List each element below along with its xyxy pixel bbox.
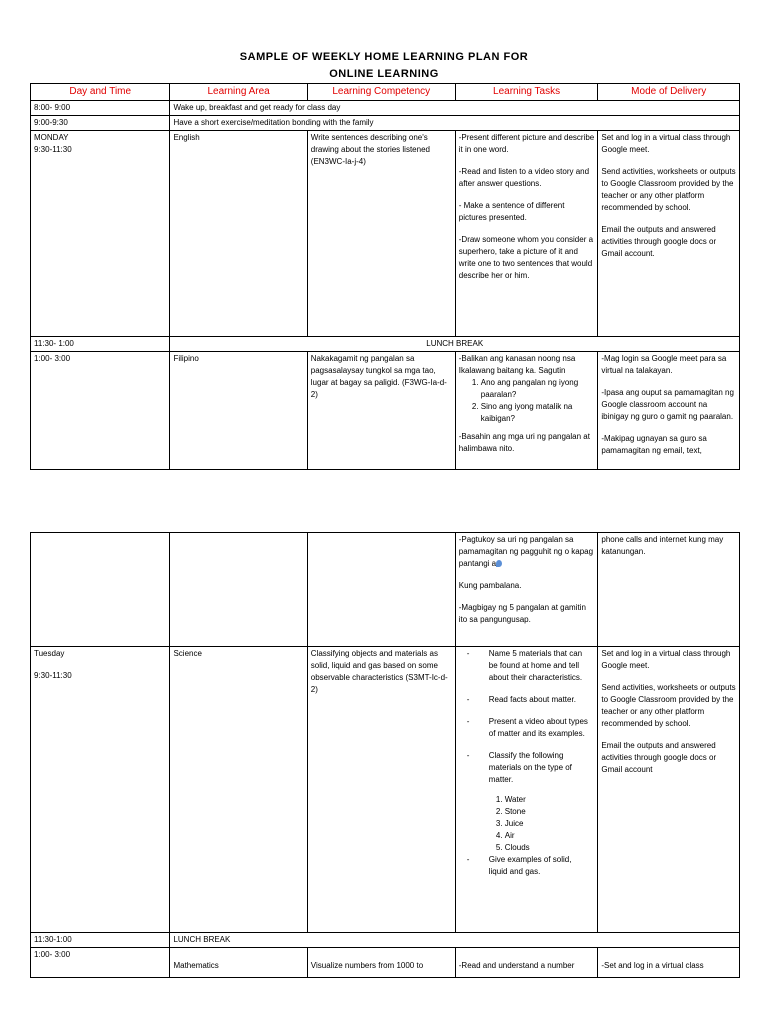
task-item: -Magbigay ng 5 pangalan at gamitin ito sa pangungusap. [458,603,586,624]
learning-tasks [455,647,598,933]
row-time: 9:00-9:30 [31,116,170,131]
delivery-item: Send activities, worksheets or outputs to Google Classroom provided by the teacher or any other platform recommended by school. [601,167,736,212]
plan-table-page-1 [30,83,740,470]
time-label: 9:30-11:30 [34,145,72,154]
learning-area: Mathematics [170,948,307,978]
learning-tasks [455,131,598,337]
mode-of-delivery [598,352,740,470]
row-time: 11:30-1:00 [31,933,170,948]
task-item: Kung pambalana. [458,581,522,590]
learning-competency: Write sentences describing one's drawing about the stories listened (EN3WC-Ia-j-4) [307,131,455,337]
table-row [31,101,740,116]
cursor-icon [496,560,502,567]
material-item: 3. Juice [505,818,589,830]
header-learning-tasks: Learning Tasks [455,84,598,101]
row-activity: Wake up, breakfast and get ready for class day [170,101,740,116]
material-item: 5. Clouds [505,842,589,854]
list-item: - Name 5 materials that can be found at home and tell about their characteristics. [489,648,595,684]
continuation-row [31,533,740,647]
learning-competency: Nakakagamit ng pangalan sa pagsasalaysay tungkol sa mga tao, lugar at bagay sa paligid. (F3WG-Ia-d-2) [307,352,455,470]
delivery-item: Email the outputs and answered activities through google docs or Gmail account. [601,225,717,258]
row-time: 1:00- 3:00 [31,948,170,978]
learning-competency: Visualize numbers from 1000 to [307,948,455,978]
monday-row [31,131,740,337]
task-item: - Make a sentence of different pictures presented. [458,201,565,222]
math-row [31,948,740,978]
task-item [459,534,595,570]
lunch-label: LUNCH BREAK [170,933,740,948]
row-activity: Have a short exercise/meditation bonding with the family [170,116,740,131]
task-item: -Draw someone whom you consider a superhero, take a picture of it and write one to two sentences that would describe her or him. [458,235,594,280]
time-label: 9:30-11:30 [34,671,72,680]
question-list [459,377,595,425]
tuesday-row [31,647,740,933]
list-item [489,750,595,854]
task-item: -Read and listen to a video story and after answer questions. [458,167,590,188]
delivery-item: Email the outputs and answered activities through google docs or Gmail account [601,741,717,774]
list-item: 2. Sino ang iyong matalik na kaibigan? [481,401,595,425]
delivery-item: Send activities, worksheets or outputs to Google Classroom provided by the teacher or any other platform recommended by school. [601,683,736,728]
page-title-line-1: SAMPLE OF WEEKLY HOME LEARNING PLAN FOR [239,51,529,63]
row-time: 1:00- 3:00 [31,352,170,470]
empty-cell [307,533,455,647]
material-item: 2. Stone [505,806,589,818]
row-time: 8:00- 9:00 [31,101,170,116]
material-item: 4. Air [505,830,589,842]
mode-of-delivery [598,647,740,933]
learning-tasks [455,352,598,470]
learning-tasks [455,533,598,647]
material-item: 1. Water [505,794,589,806]
list-item: - Read facts about matter. [489,694,595,706]
materials-list [489,794,589,854]
delivery-item: Set and log in a virtual class through Google meet. [601,649,731,670]
mode-of-delivery: phone calls and internet kung may katanungan. [598,533,740,647]
task-item: -Basahin ang mga uri ng pangalan at halimbawa nito. [458,432,590,453]
task-item: -Balikan ang kanasan noong nsa Ikalawang baitang ka. Sagutin [458,354,576,375]
header-day-time: Day and Time [31,84,170,101]
table-row [31,116,740,131]
learning-competency: Classifying objects and materials as solid, liquid and gas based on some observable characteristics (S3MT-Ic-d-2) [307,647,455,933]
monday-day-time [31,131,170,337]
row-time: 11:30- 1:00 [31,337,170,352]
mode-of-delivery: -Set and log in a virtual class [598,948,740,978]
delivery-item: -Ipasa ang ouput sa pamamagitan ng Google classroom account na ibinigay ng guro o gamit ng paaralan. [601,388,734,421]
learning-tasks: -Read and understand a number [455,948,598,978]
list-item: 1. Ano ang pangalan ng iyong paaralan? [481,377,595,401]
empty-cell [170,533,307,647]
mode-of-delivery [598,131,740,337]
empty-cell [31,533,170,647]
header-learning-area: Learning Area [170,84,307,101]
learning-area: Filipino [170,352,307,470]
delivery-item: Set and log in a virtual class through Google meet. [601,133,731,154]
page-title-line-2: ONLINE LEARNING [329,68,439,80]
day-label: MONDAY [34,133,69,142]
filipino-row [31,352,740,470]
tuesday-day-time [31,647,170,933]
lunch-row [31,933,740,948]
list-item: - Give examples of solid, liquid and gas. [489,854,595,878]
plan-table-page-2 [30,532,740,978]
task-item: -Present different picture and describe it in one word. [458,133,595,154]
header-row [31,84,740,101]
lunch-row [31,337,740,352]
list-item: - Present a video about types of matter and its examples. [489,716,595,740]
header-mode-of-delivery: Mode of Delivery [598,84,740,101]
task-text: Classify the following materials on the type of matter. [488,751,572,784]
delivery-item: -Makipag ugnayan sa guro sa pamamagitan ng email, text, [601,434,707,455]
task-text: -Pagtukoy sa uri ng pangalan sa pamamagitan ng pagguhit ng o kapag pantangi a [458,535,594,568]
task-list [459,648,595,878]
day-label: Tuesday [34,649,65,658]
delivery-item: -Mag login sa Google meet para sa virtual na talakayan. [601,354,727,375]
learning-area: Science [170,647,307,933]
lunch-label: LUNCH BREAK [170,337,740,352]
learning-area: English [170,131,307,337]
header-learning-competency: Learning Competency [307,84,455,101]
